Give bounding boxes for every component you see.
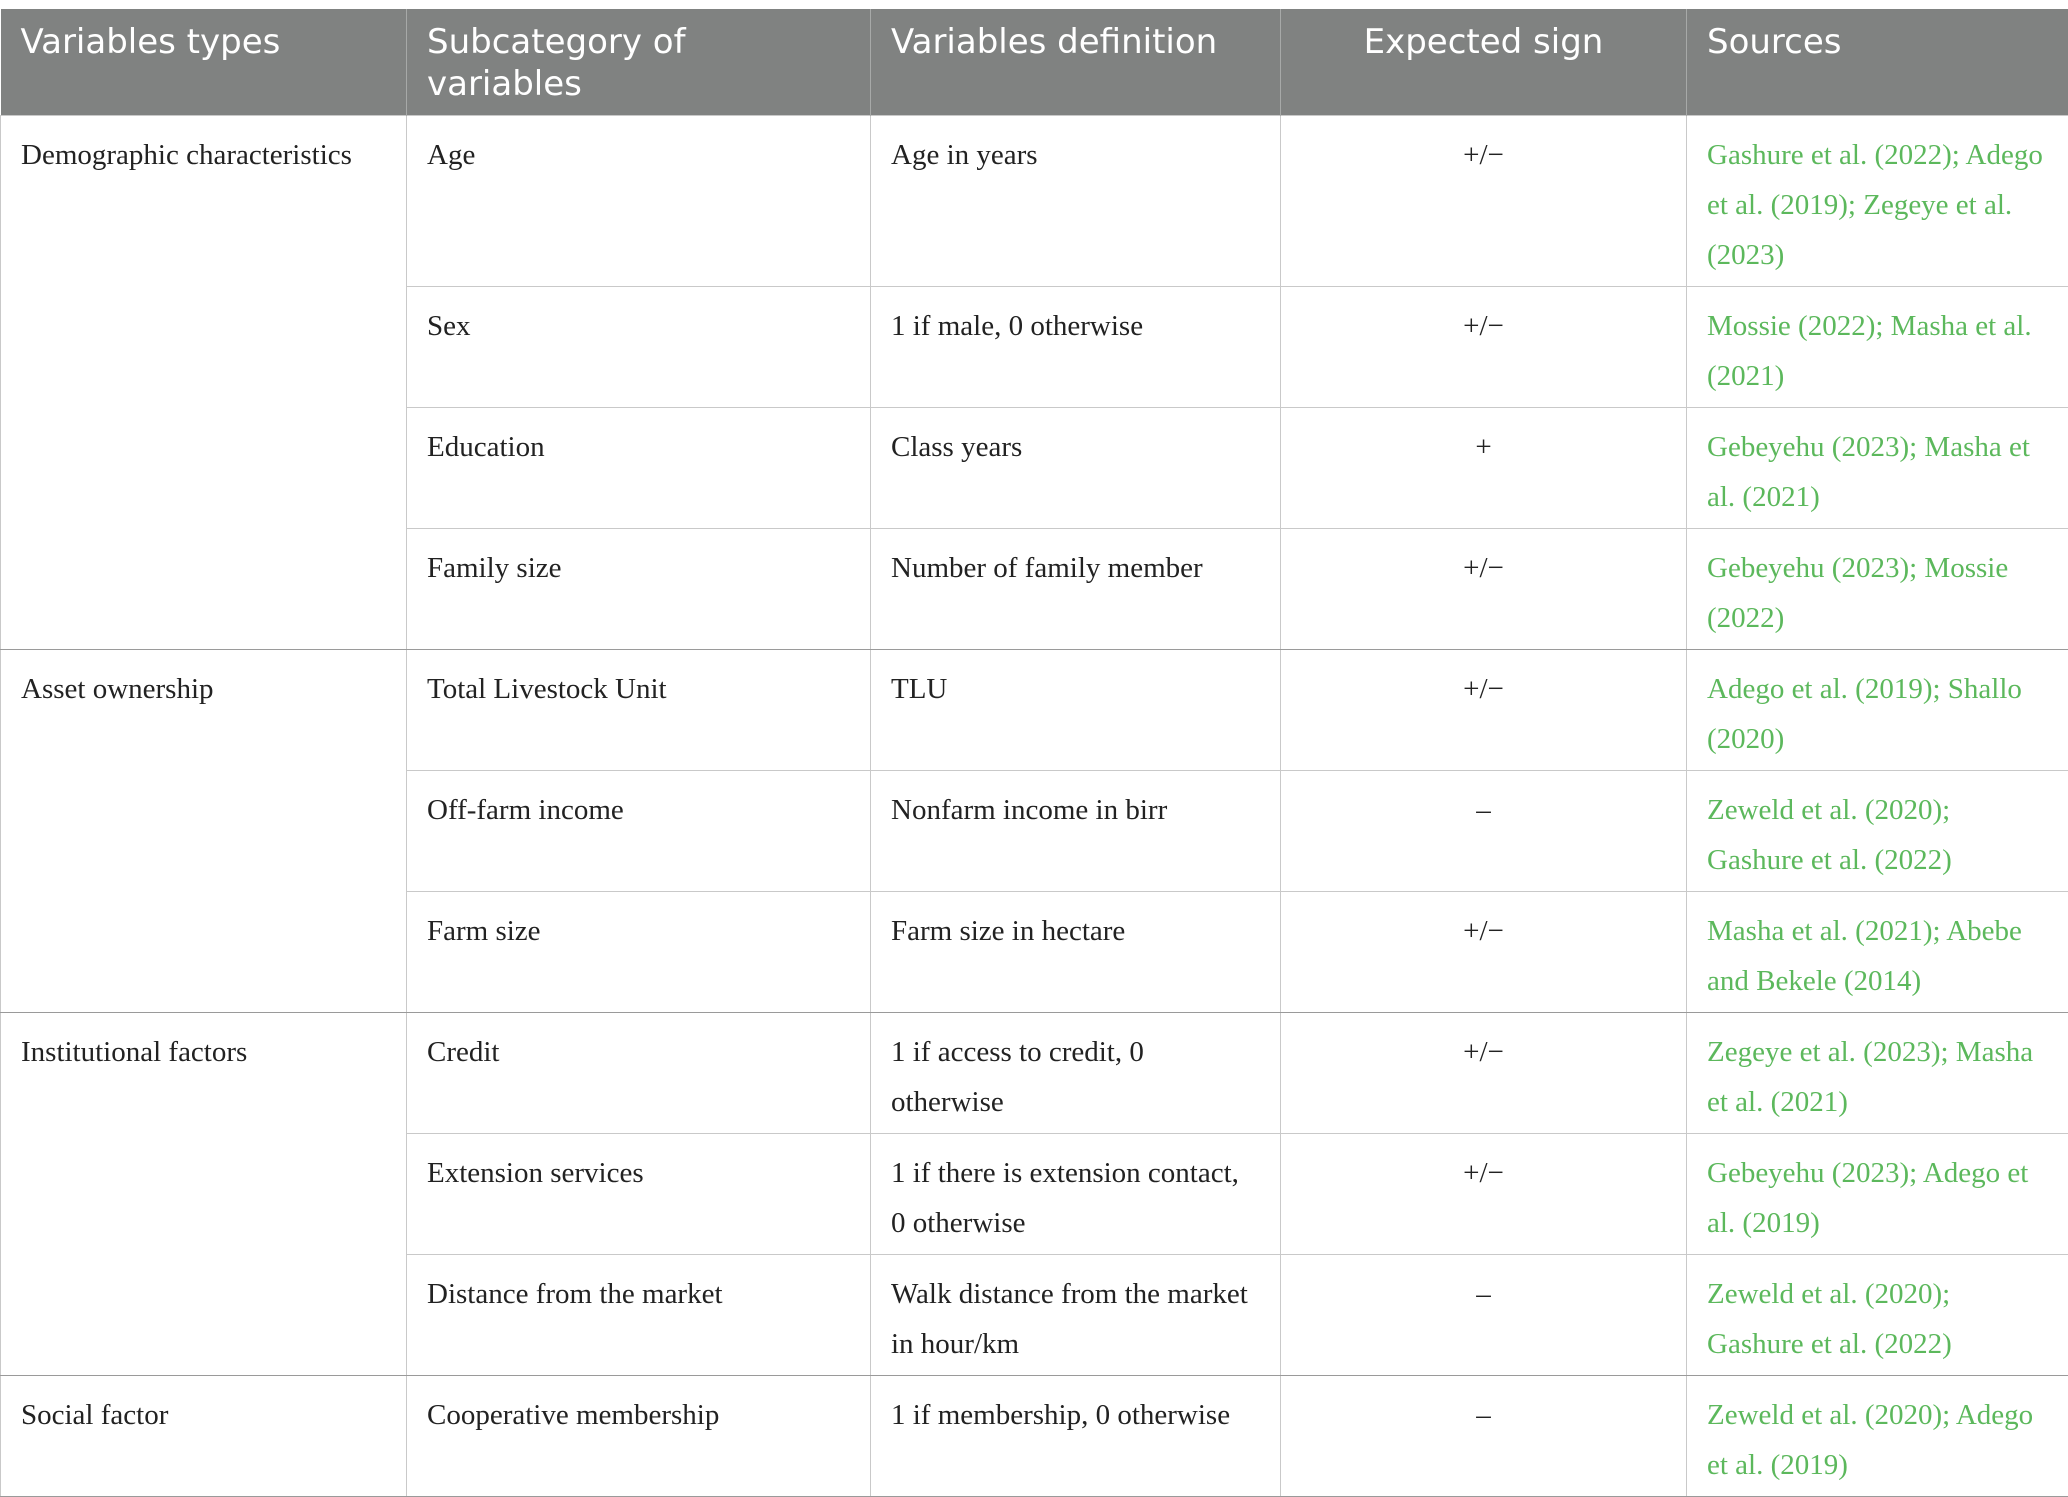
source-link[interactable]: Masha et al. (2021); Abebe and Bekele (2014): [1687, 892, 2068, 1013]
definition-cell: 1 if there is extension contact, 0 otherwise: [871, 1134, 1281, 1255]
table-row: [1, 1013, 2068, 1134]
subcategory-cell: Family size: [407, 529, 871, 650]
header-definition: Variables definition: [871, 9, 1281, 116]
header-row: [1, 9, 2068, 116]
definition-cell: Walk distance from the market in hour/km: [871, 1255, 1281, 1376]
source-link[interactable]: Zegeye et al. (2023); Masha et al. (2021): [1687, 1013, 2068, 1134]
sign-cell: +/−: [1281, 116, 1687, 287]
source-link[interactable]: Zeweld et al. (2020); Adego et al. (2019): [1687, 1376, 2068, 1497]
subcategory-cell: Education: [407, 408, 871, 529]
header-expected-sign: Expected sign: [1281, 9, 1687, 116]
source-link[interactable]: Mossie (2022); Masha et al. (2021): [1687, 287, 2068, 408]
subcategory-cell: Distance from the market: [407, 1255, 871, 1376]
variable-type-cell: Demographic characteristics: [1, 116, 407, 650]
subcategory-cell: Age: [407, 116, 871, 287]
variable-type-cell: Institutional factors: [1, 1013, 407, 1376]
definition-cell: Number of family member: [871, 529, 1281, 650]
definition-cell: TLU: [871, 650, 1281, 771]
subcategory-cell: Sex: [407, 287, 871, 408]
sign-cell: +: [1281, 408, 1687, 529]
sign-cell: +/−: [1281, 1134, 1687, 1255]
source-link[interactable]: Gashure et al. (2022); Adego et al. (2019); Zegeye et al. (2023): [1687, 116, 2068, 287]
definition-cell: 1 if male, 0 otherwise: [871, 287, 1281, 408]
table-header: [1, 9, 2068, 116]
source-link[interactable]: Gebeyehu (2023); Adego et al. (2019): [1687, 1134, 2068, 1255]
definition-cell: Nonfarm income in birr: [871, 771, 1281, 892]
sign-cell: +/−: [1281, 892, 1687, 1013]
sign-cell: +/−: [1281, 1013, 1687, 1134]
subcategory-cell: Extension services: [407, 1134, 871, 1255]
definition-cell: Farm size in hectare: [871, 892, 1281, 1013]
sign-cell: +/−: [1281, 650, 1687, 771]
source-link[interactable]: Adego et al. (2019); Shallo (2020): [1687, 650, 2068, 771]
sign-cell: –: [1281, 1255, 1687, 1376]
subcategory-cell: Credit: [407, 1013, 871, 1134]
table-body: [1, 116, 2068, 1497]
variables-table: [0, 9, 2068, 1497]
table-row: [1, 650, 2068, 771]
definition-cell: Age in years: [871, 116, 1281, 287]
sign-cell: +/−: [1281, 287, 1687, 408]
header-variables-types: Variables types: [1, 9, 407, 116]
source-link[interactable]: Zeweld et al. (2020); Gashure et al. (2022): [1687, 771, 2068, 892]
definition-cell: 1 if access to credit, 0 otherwise: [871, 1013, 1281, 1134]
subcategory-cell: Cooperative membership: [407, 1376, 871, 1497]
subcategory-cell: Total Livestock Unit: [407, 650, 871, 771]
subcategory-cell: Off-farm income: [407, 771, 871, 892]
variable-type-cell: Social factor: [1, 1376, 407, 1497]
sign-cell: –: [1281, 1376, 1687, 1497]
definition-cell: 1 if membership, 0 otherwise: [871, 1376, 1281, 1497]
header-sources: Sources: [1687, 9, 2068, 116]
definition-cell: Class years: [871, 408, 1281, 529]
source-link[interactable]: Gebeyehu (2023); Masha et al. (2021): [1687, 408, 2068, 529]
source-link[interactable]: Gebeyehu (2023); Mossie (2022): [1687, 529, 2068, 650]
subcategory-cell: Farm size: [407, 892, 871, 1013]
sign-cell: –: [1281, 771, 1687, 892]
header-subcategory: Subcategory of variables: [407, 9, 871, 116]
table-row: [1, 1376, 2068, 1497]
sign-cell: +/−: [1281, 529, 1687, 650]
table-row: [1, 116, 2068, 287]
source-link[interactable]: Zeweld et al. (2020); Gashure et al. (2022): [1687, 1255, 2068, 1376]
variable-type-cell: Asset ownership: [1, 650, 407, 1013]
